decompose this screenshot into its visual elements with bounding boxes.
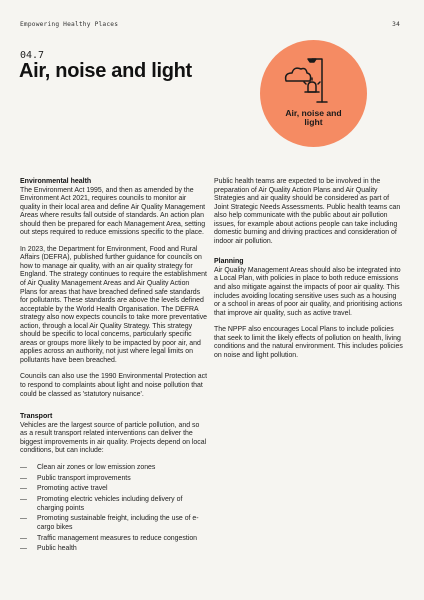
paragraph: Public health teams are expected to be involved in the preparation of Air Quality Action Plans and Air Quality Strategies and air quality should be considered as part of Joint Strategic Needs Assessments. Public health teams can also help communicate with the public about air pollution issues, for example about actions people can take including domestic burning and driving practices and consideration of indoor air pollution. — [214, 178, 401, 245]
bullet-dash: — — [20, 474, 27, 482]
list-item: — Promoting electric vehicles including delivery of charging points — [20, 496, 183, 512]
paragraph: The Environment Act 1995, and then as amended by the Environment Act 2021, requires councils to monitor air quality in their local area and define Air Quality Management Areas where results fall outside of standards. An action plan should then be prepared for each Management Area, setting out steps required to reduce emissions specific to the place. — [20, 186, 206, 237]
bullet-dash: — — [20, 515, 27, 523]
bullet-dash: — — [20, 463, 27, 471]
heading-planning: Planning — [214, 258, 244, 266]
badge-label-line-1: Air, noise and — [285, 108, 342, 118]
bullet-dash: — — [20, 496, 27, 504]
transport-measures-list — [20, 464, 208, 554]
paragraph: The NPPF also encourages Local Plans to include policies that seek to limit the likely effects of pollution on health, living conditions and the natural environment. This includes policies on noise and light pollution. — [214, 326, 403, 359]
heading-environmental-health: Environmental health — [20, 178, 92, 185]
badge-label-line-2: light — [304, 117, 323, 128]
page-title: Air, noise and light — [19, 60, 192, 82]
paragraph: Vehicles are the largest source of particle pollution, and so as a result transport related interventions can deliver the biggest improvements in air quality. Projects depend on local conditions, but can include: — [20, 421, 207, 455]
right-column — [214, 178, 404, 368]
bullet-dash: — — [20, 534, 27, 542]
bullet-dash: — — [20, 485, 27, 493]
topic-badge — [260, 40, 367, 147]
page-number: 34 — [392, 21, 400, 28]
list-item: — Public transport improvements — [20, 474, 131, 482]
paragraph: Air Quality Management Areas should also be integrated into a Local Plan, with policies in place to both reduce emissions and also mitigate against the impacts of poor air quality. This includes avoiding locating sensitive uses such as a housing or a school in areas of poor air quality, and prioritising actions that improve air quality, such as active travel. — [214, 266, 403, 317]
paragraph: Councils can also use the 1990 Environmental Protection act to respond to complaints about light and noise pollution that could be classed as 'statutory nuisance'. — [20, 373, 208, 398]
heading-transport: Transport — [20, 413, 53, 421]
list-item: — Public health — [20, 545, 77, 553]
paragraph: In 2023, the Department for Environment, Food and Rural Affairs (DEFRA), published further guidance for councils on how to manage air quality, with an air quality strategy for England. The strategy continues to require the establishment of Air Quality Management Areas and Air Quality Action Plans for areas that have breached defined safe standards for pollutants. These standards are above the levels defined acceptable by the World Health Organisation. The DEFRA strategy also now expects councils to take more preventative action, through a local Air Quality Strategy. This strategy should be specific to local concerns, particularly specific areas or groups more likely to be impacted by poor air, and applies across an authority, not just where legal limits on pollutants have been breached. — [20, 245, 208, 364]
list-item: — Traffic management measures to reduce congestion — [20, 534, 198, 542]
badge-label — [260, 109, 367, 128]
list-item: — Clean air zones or low emission zones — [20, 463, 156, 471]
list-item: — Promoting active travel — [20, 485, 108, 493]
section-number: 04.7 — [20, 50, 45, 61]
list-item: — Promoting sustainable freight, including the use of e-cargo bikes — [20, 515, 199, 531]
bullet-dash: — — [20, 545, 27, 553]
left-column — [20, 178, 208, 556]
air-noise-light-icon — [260, 40, 367, 147]
running-header: Empowering Healthy Places — [20, 21, 119, 28]
